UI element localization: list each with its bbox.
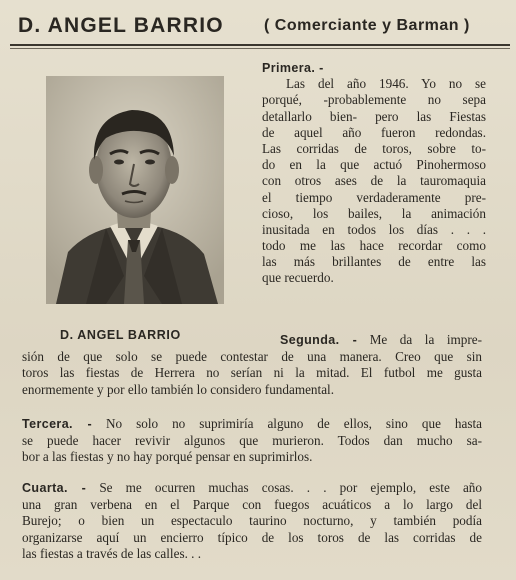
text-line: Las corridas de toros, sobre to- <box>262 140 486 156</box>
text-line: una gran verbena en el Parque con fuegos acuáticos a lo largo del <box>22 496 482 512</box>
answer-first-line: Tercera. - No solo no suprimiría alguno de ellos, sino que hasta <box>22 416 482 431</box>
portrait-photo <box>46 76 224 304</box>
text-line: las más brillantes de entre las <box>262 254 486 270</box>
text-line: el tiempo verdaderamente pre- <box>262 189 486 205</box>
text-line: con otros ases de la tauromaquia <box>262 173 486 189</box>
text-line: Las del año 1946. Yo no se <box>286 76 486 92</box>
photo-caption: D. ANGEL BARRIO <box>60 328 181 342</box>
article-header <box>14 14 506 48</box>
text-line: porqué, -probablemente no sepa <box>262 92 486 108</box>
answer-first-line: Segunda. - Me da la impre- <box>280 332 482 347</box>
interviewee-name: D. ANGEL BARRIO <box>18 14 224 37</box>
text-line: cioso, los bailes, la animación <box>262 205 486 221</box>
text-line: se puede hacer revivir algunos que murieron. Todos dan mucho sa- <box>22 432 482 448</box>
text-line: Burejo; o bien un espectaculo taurino nocturno, y también podía <box>22 513 482 529</box>
text-line: sión de que solo se puede contestar de una manera. Creo que sin <box>22 348 482 364</box>
text-line: inusitada en todos los días . . . <box>262 221 486 237</box>
portrait-illustration <box>46 76 224 304</box>
text-line: detallarlo bien- pero las Fiestas <box>262 108 486 124</box>
text-line: que recuerdo. <box>262 270 334 286</box>
text-line: bor a las fiestas y no hay porqué pensar en suprimirlos. <box>22 449 313 465</box>
text-line: enormemente y por ello también lo considero fundamental. <box>22 381 335 397</box>
text-line: todo me las hace recordar como <box>262 238 486 254</box>
answer-primera <box>262 60 486 287</box>
interviewee-role: ( Comerciante y Barman ) <box>264 17 470 34</box>
header-rule <box>10 44 510 46</box>
answer-label: Tercera. - <box>22 417 93 431</box>
answer-label: Segunda. - <box>280 333 358 347</box>
text-line: toros las fiestas de Herrera no serían ni la mitad. El futbol me gusta <box>22 365 482 381</box>
header-rule-thin <box>10 48 510 49</box>
answer-cuarta <box>22 480 482 563</box>
text-line: do en la que actuó Pinohermoso <box>262 157 486 173</box>
text-line: las fiestas a través de las calles. . . <box>22 546 202 562</box>
answer-label: Cuarta. - <box>22 481 87 495</box>
answer-first-line: Cuarta. - Se me ocurren muchas cosas. . . por ejemplo, este año <box>22 480 482 495</box>
answer-segunda <box>22 332 482 398</box>
text-line: de aquel año fueron redondas. <box>262 124 486 140</box>
answer-label: Primera. - <box>262 61 324 75</box>
answer-tercera <box>22 416 482 466</box>
text-line: organizarse aquí un encierro típico de los toros de las corridas de <box>22 529 482 545</box>
